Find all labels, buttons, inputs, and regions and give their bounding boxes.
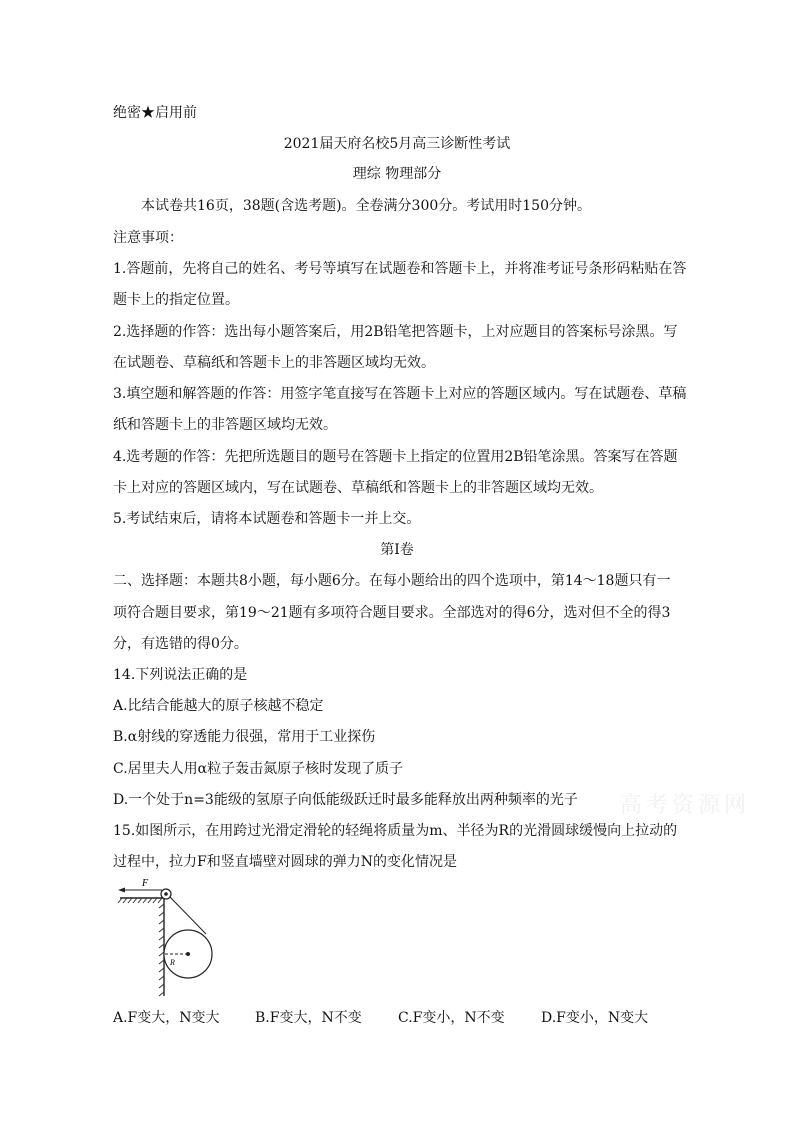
secret-label: 绝密★启用前 xyxy=(113,105,197,121)
q15-option-c: C.F变小，N不变 xyxy=(398,1010,505,1026)
note-line: 1.答题前，先将自己的姓名、考号等填写在试题卷和答题卡上，并将准考证号条形码粘贴在答 xyxy=(113,261,687,277)
part-title: 第I卷 xyxy=(380,542,414,558)
wall-hatch xyxy=(159,904,164,996)
q14-option-d: D.一个处于n=3能级的氢原子向低能级跃迁时最多能释放出两种频率的光子 xyxy=(113,792,578,808)
pulley-ball-figure xyxy=(112,872,222,1000)
watermark: 高考资源网 xyxy=(620,793,751,818)
q15-option-a: A.F变大，N变大 xyxy=(113,1010,220,1026)
section-line: 二、选择题：本题共8小题，每小题6分。在每小题给出的四个选项中，第14～18题只有一 xyxy=(113,573,671,589)
note-line: 4.选考题的作答：先把所选题目的题号在答题卡上指定的位置用2B铅笔涂黑。答案写在答题 xyxy=(113,449,678,465)
note-line: 3.填空题和解答题的作答：用签字笔直接写在答题卡上对应的答题区域内。写在试题卷、草稿 xyxy=(113,386,687,402)
note-line: 题卡上的指定位置。 xyxy=(113,292,239,308)
note-line: 在试题卷、草稿纸和答题卡上的非答题区域均无效。 xyxy=(113,355,435,371)
radius-label: R xyxy=(170,958,175,967)
exam-title: 2021届天府名校5月高三诊断性考试 xyxy=(283,136,511,152)
q15-stem-line: 15.如图所示，在用跨过光滑定滑轮的轻绳将质量为m、半径为R的光滑圆球缓慢向上拉动的 xyxy=(113,823,678,839)
q14-option-c: C.居里夫人用α粒子轰击氮原子核时发现了质子 xyxy=(113,761,404,777)
q14-option-b: B.α射线的穿透能力很强，常用于工业探伤 xyxy=(113,729,376,745)
note-line: 卡上对应的答题区域内，写在试题卷、草稿纸和答题卡上的非答题区域均无效。 xyxy=(113,480,603,496)
exam-subtitle: 理综 物理部分 xyxy=(352,166,442,182)
section-line: 项符合题目要求，第19～21题有多项符合题目要求。全部选对的得6分，选对但不全的得3 xyxy=(113,605,671,621)
note-line: 5.考试结束后，请将本试题卷和答题卡一并上交。 xyxy=(113,511,421,527)
q15-stem-line: 过程中，拉力F和竖直墙壁对圆球的弹力N的变化情况是 xyxy=(113,854,457,870)
section-line: 分，有选错的得0分。 xyxy=(113,636,248,652)
exam-intro: 本试卷共16页，38题(含选考题)。全卷满分300分。考试用时150分钟。 xyxy=(141,198,591,214)
note-line: 纸和答题卡上的非答题区域均无效。 xyxy=(113,417,337,433)
q14-option-a: A.比结合能越大的原子核越不稳定 xyxy=(113,698,324,714)
ceiling-hatch xyxy=(118,898,162,903)
q14-stem: 14.下列说法正确的是 xyxy=(113,667,248,683)
notes-heading: 注意事项： xyxy=(113,230,183,246)
force-label: F xyxy=(142,878,149,889)
rope xyxy=(170,897,206,934)
note-line: 2.选择题的作答：选出每小题答案后，用2B铅笔把答题卡，上对应题目的答案标号涂黑。写 xyxy=(113,324,678,340)
q15-option-d: D.F变小，N变大 xyxy=(541,1010,649,1026)
q15-option-b: B.F变大，N不变 xyxy=(255,1010,362,1026)
